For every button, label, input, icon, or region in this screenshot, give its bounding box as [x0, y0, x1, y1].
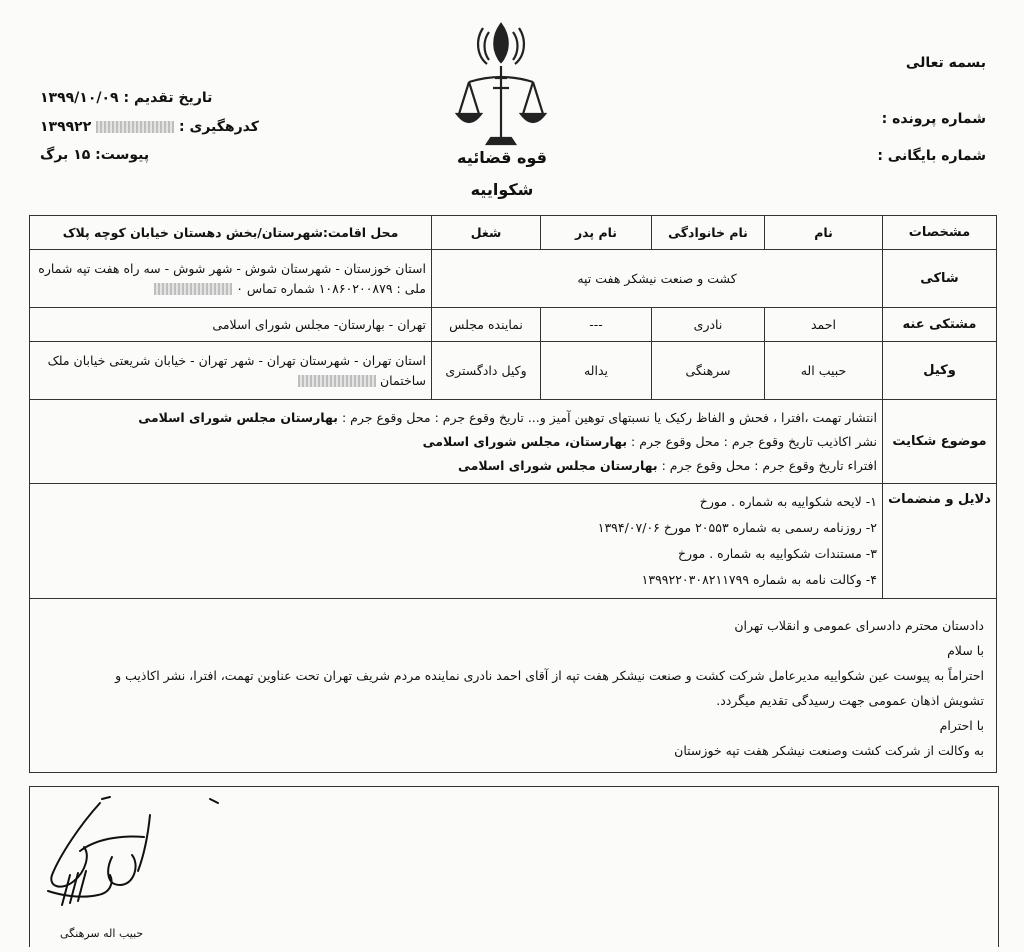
handwritten-signature: [40, 795, 230, 925]
tracking-code: [40, 119, 259, 135]
attachment: [40, 147, 149, 163]
subject-line3-place: بهارستان مجلس شورای اسلامی: [457, 457, 658, 473]
defendant-name: احمد: [765, 308, 883, 342]
plaintiff-address-line1: استان خوزستان - شهرستان شوش - شهر شوش - سه راه هفت تپه شماره: [38, 260, 426, 276]
signature-name: حبیب اله سرهنگی: [60, 927, 144, 940]
plaintiff-name: کشت و صنعت نیشکر هفت تپه: [432, 250, 883, 308]
lawyer-name: حبیب اله: [765, 342, 883, 400]
parties-table: [29, 215, 997, 599]
lawyer-job: وکیل دادگستری: [432, 342, 541, 400]
defendant-job: نماینده مجلس: [432, 308, 541, 342]
lawyer-father: یداله: [541, 342, 652, 400]
subject-line2-place: بهارستان، مجلس شورای اسلامی: [422, 433, 628, 449]
plaintiff-address: [30, 250, 432, 308]
subject-line3: افتراء تاریخ وقوع جرم : محل وقوع جرم :: [661, 457, 877, 473]
redacted-mark: [298, 375, 376, 387]
lawyer-row: [30, 342, 997, 400]
defendant-father: ---: [541, 308, 652, 342]
subject-row: [30, 400, 997, 484]
archive-number-label: شماره بایگانی :: [877, 148, 986, 164]
letter-body-line2: تشویش اذهان عمومی جهت رسیدگی تقدیم میگردد.: [716, 693, 984, 708]
letter-signoff: به وکالت از شرکت کشت وصنعت نیشکر هفت تپه خوزستان: [674, 743, 984, 758]
letter-closing: با احترام: [939, 718, 984, 733]
case-number-label: شماره پرونده :: [881, 111, 986, 127]
col-job: شغل: [432, 216, 541, 250]
subject-line2: نشر اکاذیب تاریخ وقوع جرم : محل وقوع جرم :: [631, 433, 877, 449]
evidence-item: ۴- وکالت نامه به شماره ۱۳۹۹۲۲۰۳۰۸۲۱۱۷۹۹: [641, 572, 877, 587]
lawyer-family: سرهنگی: [652, 342, 765, 400]
col-name: نام: [765, 216, 883, 250]
evidence-item: ۲- روزنامه رسمی به شماره ۲۰۵۵۳ مورخ ۱۳۹۴/۰۷/۰۶: [597, 520, 877, 535]
table-header-row: [30, 216, 997, 250]
evidence-label: دلایل و منضمات: [883, 484, 997, 599]
lawyer-address-line2: ساختمان: [380, 372, 426, 388]
col-address: محل اقامت:شهرستان/بخش دهستان خیابان کوچه پلاک: [30, 216, 432, 250]
plaintiff-row: [30, 250, 997, 308]
submit-date-value: ۱۳۹۹/۱۰/۰۹: [40, 90, 119, 106]
tracking-code-value: ۱۳۹۹۲۲: [40, 119, 92, 135]
org-name: قوه قضائیه: [456, 148, 547, 167]
letter-body-line1: احتراماً به پیوست عین شکواییه مدیرعامل شرکت کشت و صنعت نیشکر هفت تپه از آقای احمد نادری نماینده مردم شریف تهران تحت عناوین تهمت، افترا، نشر اکاذیب و: [115, 668, 984, 683]
redacted-mark: [154, 283, 232, 295]
lawyer-address: [30, 342, 432, 400]
defendant-row: [30, 308, 997, 342]
bismillah: بسمه تعالی: [905, 55, 986, 71]
subject-line1: انتشار تهمت ،افترا ، فحش و الفاظ رکیک یا نسبتهای توهین آمیز و... تاریخ وقوع جرم : محل وقوع جرم :: [341, 409, 877, 425]
evidence-row: [30, 484, 997, 599]
document-title: شکواییه: [470, 180, 534, 199]
defendant-label: مشتکی عنه: [883, 308, 997, 342]
plaintiff-address-line2: ملی : ۱۰۸۶۰۲۰۰۸۷۹ شماره تماس ۰: [236, 280, 426, 296]
lawyer-address-line1: استان تهران - شهرستان تهران - شهر تهران - خیابان شریعتی خیابان ملک: [47, 352, 426, 368]
letter-addressee: دادستان محترم دادسرای عمومی و انقلاب تهران: [734, 618, 984, 633]
tracking-code-label: کدرهگیری :: [179, 119, 259, 135]
evidence-item: ۳- مستندات شکواییه به شماره . مورخ: [677, 546, 877, 561]
subject-line1-place: بهارستان مجلس شورای اسلامی: [138, 409, 338, 425]
col-father: نام پدر: [541, 216, 652, 250]
attachment-value: ۱۵ برگ: [40, 147, 91, 163]
col-spec: مشخصات: [883, 216, 997, 250]
redacted-mark: [96, 121, 174, 133]
defendant-address: تهران - بهارستان- مجلس شورای اسلامی: [30, 308, 432, 342]
letter-greeting: با سلام: [947, 643, 984, 658]
evidence-item: ۱- لایحه شکواییه به شماره . مورخ: [699, 494, 877, 509]
attachment-label: پیوست:: [95, 147, 150, 163]
plaintiff-label: شاکی: [883, 250, 997, 308]
evidence-list: [30, 484, 883, 599]
submit-date: [40, 90, 212, 106]
col-family: نام خانوادگی: [652, 216, 765, 250]
subject-content: [30, 400, 883, 484]
submit-date-label: تاریخ تقدیم :: [123, 90, 213, 106]
defendant-family: نادری: [652, 308, 765, 342]
letter-body: [29, 598, 997, 773]
lawyer-label: وکیل: [883, 342, 997, 400]
subject-label: موضوع شکایت: [883, 400, 997, 484]
judiciary-emblem-scales-icon: [455, 18, 547, 158]
